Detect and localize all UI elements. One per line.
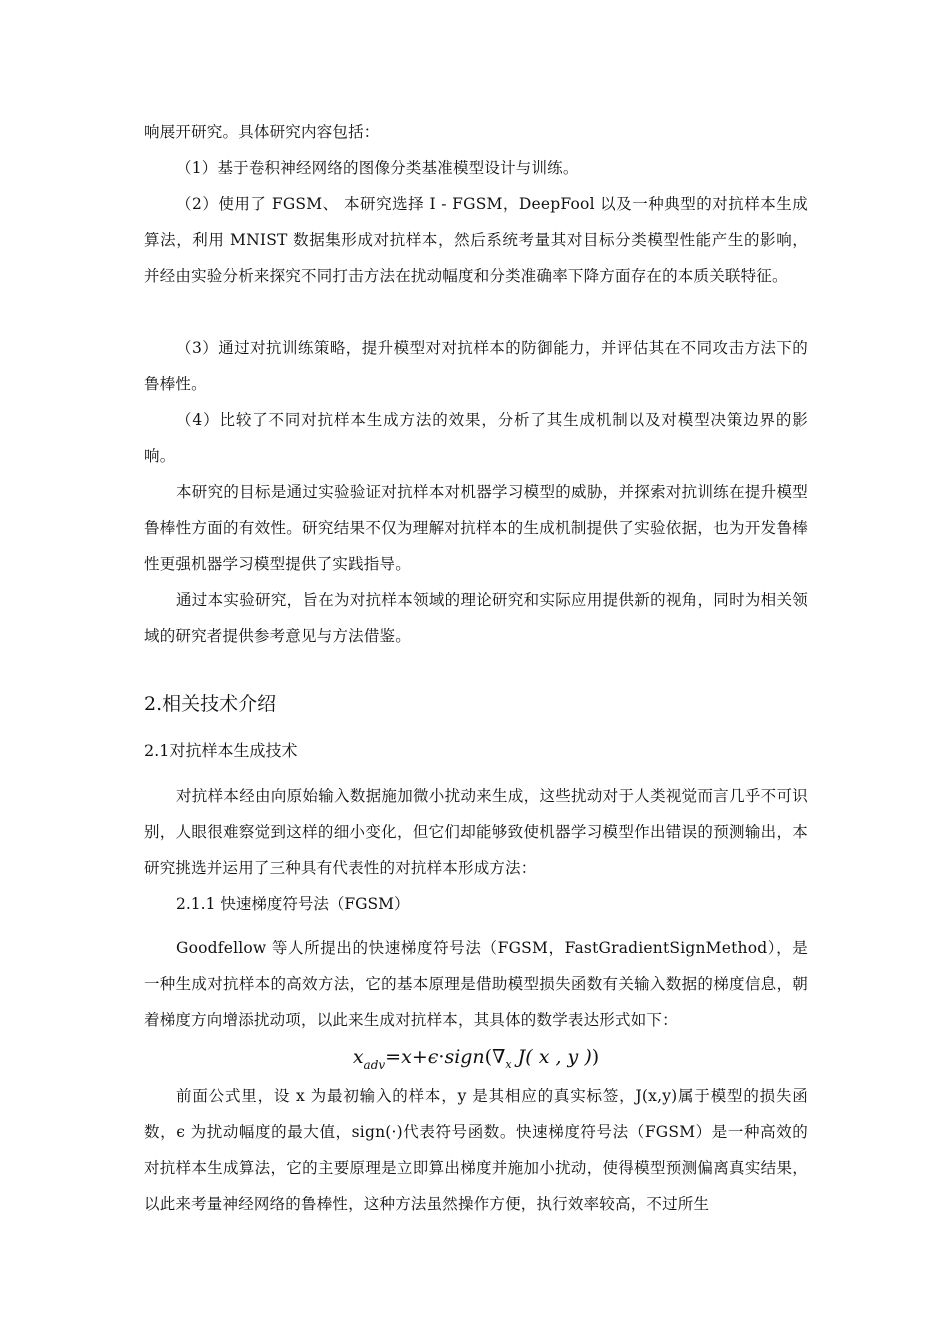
list-item-3: （3）通过对抗训练策略，提升模型对对抗样本的防御能力，并评估其在不同攻击方法下的鲁棒性。 (144, 339, 808, 393)
paragraph-research-aim: 通过本实验研究，旨在为对抗样本领域的理论研究和实际应用提供新的视角，同时为相关领域的研究者提供参考意见与方法借鉴。 (144, 591, 808, 645)
paragraph-research-goal: 本研究的目标是通过实验验证对抗样本对机器学习模型的威胁，并探索对抗训练在提升模型鲁棒性方面的有效性。研究结果不仅为理解对抗样本的生成机制提供了实验依据，也为开发鲁棒性更强机器学习模型提供了实践指导。 (144, 483, 808, 573)
subsubsection-heading-2-1-1: 2.1.1 快速梯度符号法（FGSM） (176, 895, 410, 913)
paragraph-adversarial-intro: 对抗样本经由向原始输入数据施加微小扰动来生成，这些扰动对于人类视觉而言几乎不可识别，人眼很难察觉到这样的细小变化，但它们却能够致使机器学习模型作出错误的预测输出，本研究挑选并运用了三种具有代表性的对抗样本形成方法： (144, 787, 808, 877)
paragraph-fgsm-description: Goodfellow 等人所提出的快速梯度符号法（FGSM，FastGradientSignMethod），是一种生成对抗样本的高效方法，它的基本原理是借助模型损失函数有关输入数据的梯度信息，朝着梯度方向增添扰动项，以此来生成对抗样本，其具体的数学表达形式如下： (144, 939, 808, 1029)
fgsm-formula: $x_{adv}=x+\epsilon\cdot sign(\nabla_x$ J( x , y )) (352, 1046, 600, 1072)
paragraph-formula-explanation: 前面公式里，设 x 为最初输入的样本，y 是其相应的真实标签，J(x,y)属于模型的损失函数，ϵ 为扰动幅度的最大值，sign(·)代表符号函数。快速梯度符号法（FGSM）是一种高效的对抗样本生成算法，它的主要原理是立即算出梯度并施加小扰动，使得模型预测偏离真实结果，以此来考量神经网络的鲁棒性，这种方法虽然操作方便，执行效率较高，不过所生 (144, 1087, 808, 1213)
list-item-2: （2）使用了 FGSM、 本研究选择 I - FGSM，DeepFool 以及一种典型的对抗样本生成算法，利用 MNIST 数据集形成对抗样本，然后系统考量其对目标分类模型性能产生的影响，并经由实验分析来探究不同打击方法在扰动幅度和分类准确率下降方面存在的本质关联特征。 (144, 195, 808, 285)
section-heading-2: 2.相关技术介绍 (144, 693, 277, 715)
list-item-1: （1）基于卷积神经网络的图像分类基准模型设计与训练。 (176, 159, 579, 177)
subsection-heading-2-1: 2.1对抗样本生成技术 (144, 741, 298, 760)
paragraph-intro-continuation: 响展开研究。具体研究内容包括： (144, 123, 380, 141)
list-item-4: （4）比较了不同对抗样本生成方法的效果，分析了其生成机制以及对模型决策边界的影响。 (144, 411, 808, 465)
